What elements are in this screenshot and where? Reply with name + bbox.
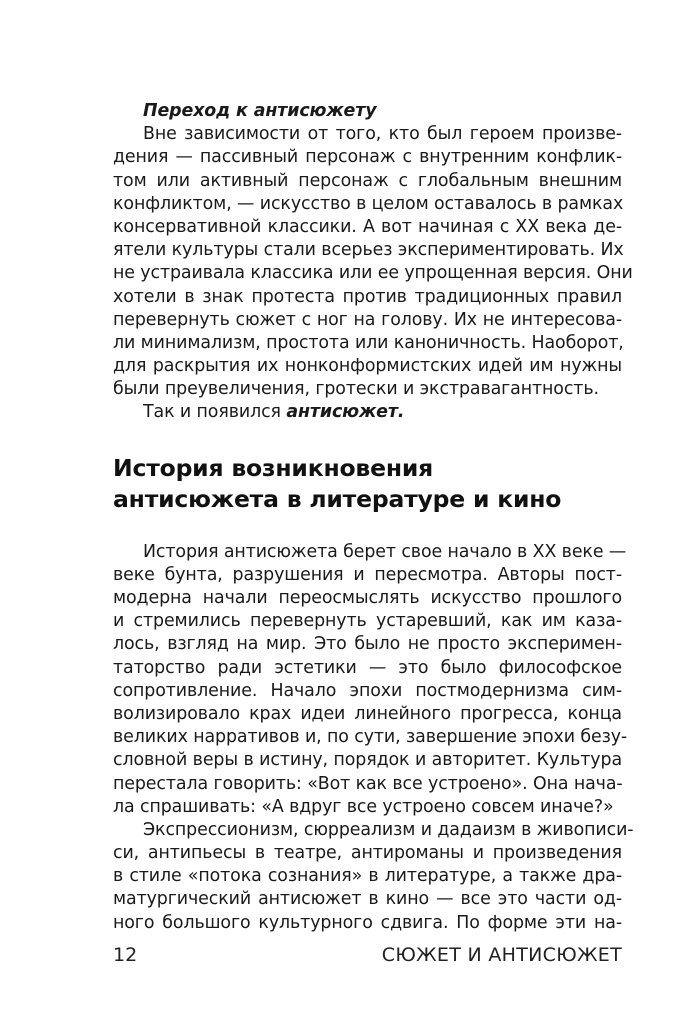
paragraph-history (113, 541, 628, 819)
text-line: матургический антисюжет в кино — все это части од- (113, 889, 622, 910)
text-line: конфликтом, — искусство в целом оставалось в рамках (113, 193, 624, 214)
paragraph-movements (113, 819, 634, 935)
text-line: Вне зависимости от того, кто был героем произве- (143, 124, 622, 145)
text-line: модерна начали переосмыслять искусство прошлого (113, 588, 622, 608)
heading-line-1: История возникновения (113, 453, 434, 482)
text-line: том или активный персонаж с глобальным внешним (113, 170, 622, 191)
text-line: ли минимализм, простота или каноничность. Наоборот, (113, 332, 624, 353)
text-line: ла спрашивать: «А вдруг все устроено совсем иначе?» (113, 796, 614, 817)
text-line: великих нарративов и, по сути, завершение эпохи безу- (113, 727, 628, 748)
closing-prefix: Так и появился (143, 402, 287, 423)
text-line: ятели культуры стали всерьез экспериментировать. Их (113, 240, 624, 261)
text-line: для раскрытия их нонконформистских идей им нужны (113, 356, 622, 377)
text-line: словной веры в истину, порядок и авторитет. Культура (113, 750, 622, 771)
text-line: хотели в знак протеста против традиционных правил (113, 286, 622, 307)
text-line: перестала говорить: «Вот как все устроено». Она нача- (113, 773, 623, 794)
page-number: 12 (113, 944, 138, 966)
text-line: в стиле «потока сознания» в литературе, а также дра- (113, 866, 622, 887)
text-line: Экспрессионизм, сюрреализм и дадаизм в живописи- (143, 819, 634, 840)
text-line: сопротивление. Начало эпохи постмодернизма сим- (113, 680, 622, 701)
text-line: История антисюжета берет свое начало в XX веке — (143, 541, 627, 562)
section-subheading: Переход к антисюжету (143, 101, 377, 121)
text-line: волизировало крах идеи линейного прогресса, конца (113, 703, 622, 724)
text-line: дения — пассивный персонаж с внутренним конфлик- (113, 147, 622, 168)
text-line: не устраивала классика или ее упрощенная версия. Они (113, 263, 633, 284)
text-line: лось, взгляд на мир. Это было не просто эксперимен- (113, 634, 622, 655)
text-line: и стремились перевернуть устаревший, как им каза- (113, 611, 622, 632)
text-line: веке бунта, разрушения и пересмотра. Авторы пост- (113, 564, 622, 585)
closing-line (113, 401, 622, 424)
page-body (113, 100, 634, 935)
running-title: СЮЖЕТ И АНТИСЮЖЕТ (381, 944, 622, 966)
text-line: перевернуть сюжет с ног на голову. Их не интересова- (113, 309, 622, 330)
text-line: были преувеличения, гротески и экстравагантность. (113, 379, 599, 400)
text-line: ного большого культурного сдвига. По форме эти на- (113, 912, 622, 933)
paragraph-transition (113, 123, 633, 401)
section-heading (113, 453, 622, 515)
text-line: таторство ради эстетики — это было философское (113, 657, 622, 678)
closing-emphasis: антисюжет. (286, 402, 405, 423)
page-footer (113, 943, 622, 967)
text-line: консервативной классики. А вот начиная с XX века де- (113, 216, 622, 237)
heading-line-2: антисюжета в литературе и кино (113, 484, 562, 513)
text-line: си, антипьесы в театре, антироманы и произведения (113, 843, 622, 864)
